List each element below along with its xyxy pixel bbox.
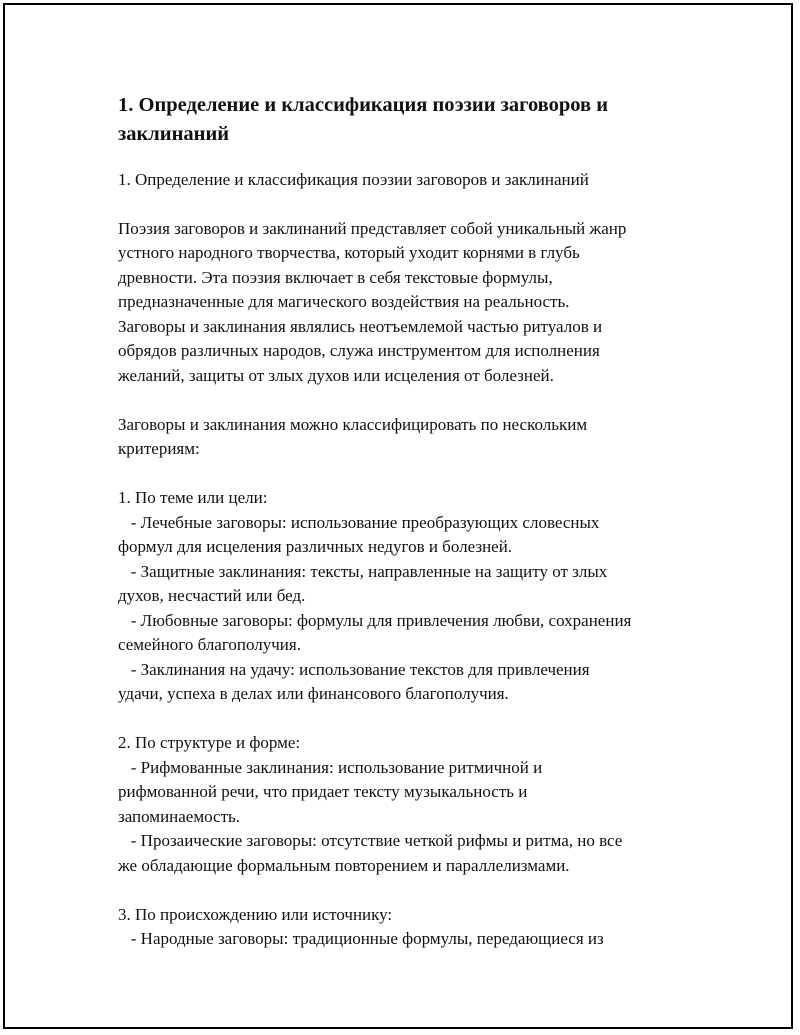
list-item: - Народные заговоры: традиционные формулы, передающиеся из — [118, 929, 604, 948]
text-line: древности. Эта поэзия включает в себя текстовые формулы, — [118, 267, 553, 287]
text-line: же обладающие формальным повторением и параллелизмами. — [118, 855, 570, 875]
list-item: - Защитные заклинания: тексты, направленные на защиту от злых — [118, 561, 608, 581]
section-title: 1. По теме или цели: — [118, 488, 268, 507]
text-line: Заговоры и заклинания являлись неотъемлемой частью ритуалов и — [118, 316, 603, 336]
text-line: критериям: — [118, 439, 200, 458]
text-line: запоминаемость. — [118, 806, 241, 826]
text-line: формул для исцеления различных недугов и болезней. — [118, 537, 513, 556]
text-line: Поэзия заговоров и заклинаний представляет собой уникальный жанр — [118, 218, 627, 238]
list-item: - Прозаические заговоры: отсутствие четкой рифмы и ритма, но все — [118, 831, 623, 850]
text-line: семейного благополучия. — [118, 635, 301, 654]
text-line: желаний, защиты от злых духов или исцеления от болезней. — [118, 365, 554, 385]
text-line: устного народного творчества, который уходит корнями в глубь — [118, 243, 580, 262]
section-origin-source — [118, 903, 698, 952]
text-line: духов, несчастий или бед. — [118, 586, 306, 605]
document-subheading: 1. Определение и классификация поэзии заговоров и заклинаний — [118, 170, 589, 189]
text-line: предназначенные для магического воздействия на реальность. — [118, 292, 570, 311]
heading-line: 1. Определение и классификация поэзии заговоров и — [118, 94, 609, 116]
section-structure-form — [118, 731, 698, 878]
intro-paragraph — [118, 217, 698, 389]
text-line: рифмованной речи, что придает тексту музыкальность и — [118, 782, 528, 801]
list-item: - Лечебные заговоры: использование преобразующих словесных — [118, 512, 600, 532]
section-title: 3. По происхождению или источнику: — [118, 904, 393, 924]
text-line: удачи, успеха в делах или финансового благополучия. — [118, 684, 509, 703]
text-line: Заговоры и заклинания можно классифицировать по нескольким — [118, 414, 588, 434]
document-heading — [118, 91, 698, 149]
text-line: обрядов различных народов, служа инструментом для исполнения — [118, 341, 600, 360]
classification-paragraph — [118, 413, 698, 462]
list-item: - Любовные заговоры: формулы для привлечения любви, сохранения — [118, 610, 632, 630]
list-item: - Рифмованные заклинания: использование ритмичной и — [118, 757, 543, 777]
section-title: 2. По структуре и форме: — [118, 733, 301, 752]
list-item: - Заклинания на удачу: использование текстов для привлечения — [118, 659, 590, 679]
heading-line: заклинаний — [118, 123, 230, 145]
section-theme-purpose — [118, 486, 698, 707]
document-body — [118, 91, 698, 976]
